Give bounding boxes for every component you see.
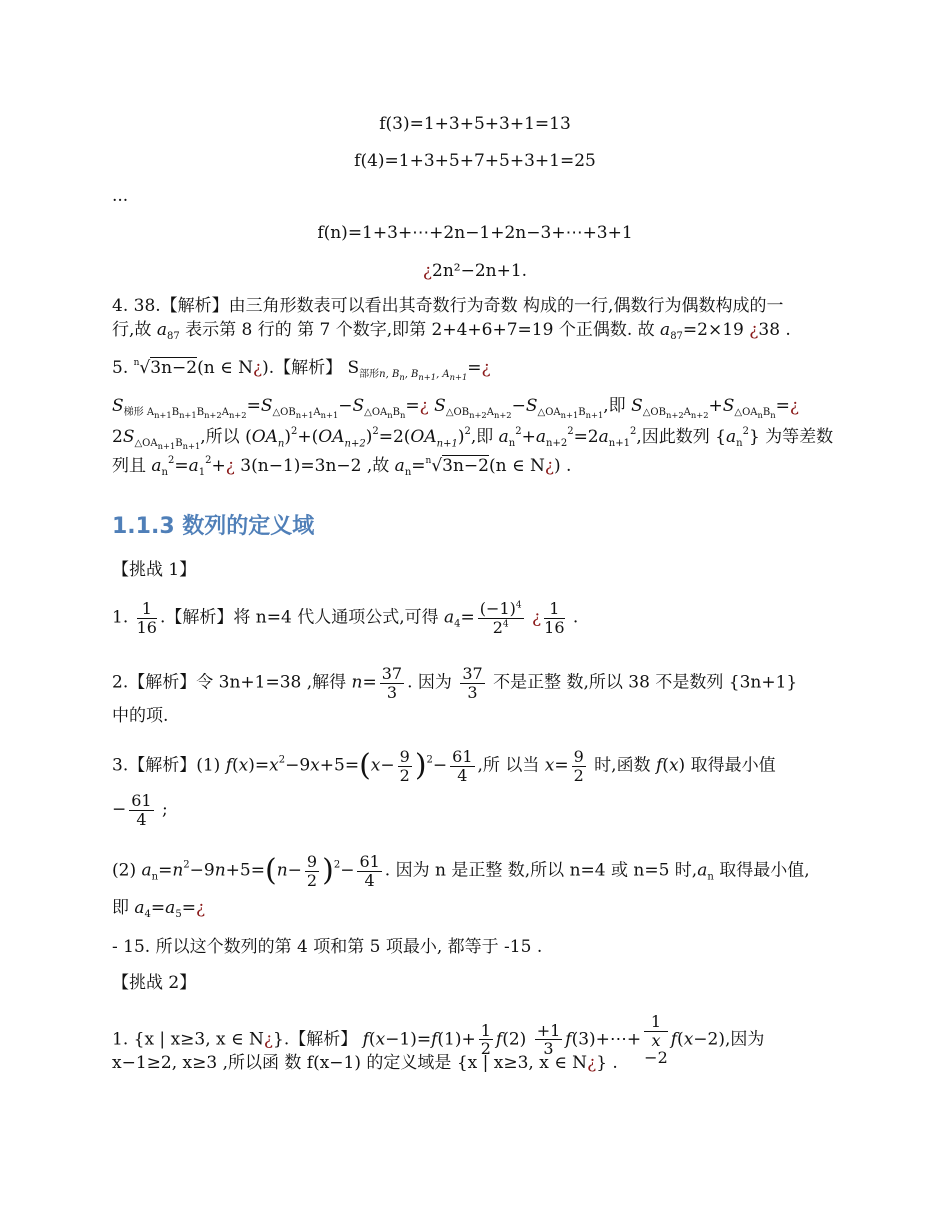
item4-line1 [112, 296, 783, 316]
item5-line4: 列且 $a_n^2=a_1^2+¿$ 3(n−1)=3n−2 ,故 $a_n=^n√3n-2(n$ ∈ N¿) . [112, 455, 572, 478]
q-mark: ¿ [419, 396, 429, 416]
q-mark: ¿ [532, 607, 542, 628]
item4-line2: 行,故 $a_{87}$ 表示第 8 行的 第 7 个数字,即第 2+4+6+7=19 个正偶数. 故 $a_{87}=2\times 19$ ¿38 . [112, 320, 791, 342]
c1q3-2a: (2) [112, 860, 142, 881]
q-mark: ¿ [252, 358, 263, 378]
ellipsis-text: ... [112, 186, 129, 206]
c1q3-d: 取得最小值 [685, 755, 776, 776]
radical-icon: √ [139, 358, 151, 378]
challenge1-title-text: 【挑战 1】 [112, 560, 197, 580]
formula-fn-result [0, 261, 950, 281]
item4-line2-d: 38 . [758, 320, 791, 340]
q-mark: ¿ [263, 1029, 273, 1050]
ellipsis [112, 186, 128, 206]
c1q2-line2: 中的项. [112, 706, 169, 726]
challenge1-q1: 1. $\frac{1}{16}$ .【解析】将 n=4 代人通项公式,可得 $a_4=$ $\frac{(-1)^4}{2^4}$ ¿ $\frac{1}{16}$ . [112, 599, 579, 637]
q-mark: ¿ [789, 396, 800, 416]
c1q3-2c: 取得最小值, [713, 860, 810, 881]
c2q1-line2-c: 的定义域是 [361, 1053, 457, 1073]
formula-f3-text: f(3)=1+3+5+3+1=13 [379, 114, 571, 134]
challenge2-q1-line2 [112, 1053, 618, 1073]
c1q3-c: 时,函数 [588, 755, 656, 776]
formula-fn-text: f(n)=1+3+⋯+2n−1+2n−3+⋯+3+1 [317, 223, 633, 243]
c1q2-a: 2.【解析】令 [112, 672, 219, 693]
item5-line3-then: ,即 [470, 427, 499, 447]
q-mark: ¿ [195, 898, 206, 918]
item5-sub-label: 部形 [359, 369, 380, 380]
challenge1-q3-part2-line3 [112, 937, 542, 957]
c2q1-a: 1. [112, 1029, 134, 1050]
q-mark: ¿ [225, 456, 235, 476]
challenge1-q3: 3.【解析】(1) $f(x)=x^2-9x+5=(x-$ $\frac{9}{2}$ )$^2$− $\frac{61}{4}$ ,所 以当 x= $\frac{9}{2}$ 时,函数 f(x) 取得最小值 [112, 747, 776, 785]
item4-line2-c: =2×19 [682, 320, 750, 340]
c2q1-line2-e: } . [596, 1053, 618, 1073]
c2q1-line2-a: x−1≥2, x≥3 ,所以函 数 [112, 1053, 307, 1073]
c2q1-label: }.【解析】 [273, 1029, 363, 1050]
item5-line4-a: 列且 [112, 456, 152, 476]
radicand: 3n−2 [442, 456, 489, 476]
challenge2-title-text: 【挑战 2】 [112, 973, 197, 993]
q-mark: ¿ [587, 1053, 597, 1073]
c1q3-2e: - 15. 所以这个数列的第 4 项和第 5 项最小, 都等于 -15 . [112, 937, 543, 957]
item5-line3-end: 为等差数 [759, 427, 834, 447]
radicand: 3n−2 [150, 358, 198, 378]
q-mark: ¿ [481, 358, 491, 378]
formula-f4-text: f(4)=1+3+5+7+5+3+1=25 [354, 151, 596, 171]
c1q3-min-end: ; [156, 799, 168, 820]
c1q1-label: .【解析】将 [159, 607, 256, 628]
c1q2-set: {3n+1} [728, 672, 798, 693]
section-heading [112, 514, 314, 540]
item4-line2-a: 行,故 [112, 320, 157, 340]
c1q1-prefix: 1. [112, 607, 134, 628]
formula-f4 [0, 151, 950, 171]
item5-prefix: 5. [112, 358, 134, 378]
item5-line1: 5. $^n$√3n−2(n ∈ N¿).【解析】 $S_{部形n, B_n, B_{n+1}, A_{n+1}}=¿$ [112, 358, 491, 382]
item5-line4-end: . [560, 456, 572, 476]
section-heading-text: 1.1.3 数列的定义域 [112, 514, 315, 539]
c2q1-line2-b: f(x−1) [306, 1053, 361, 1073]
root-index: n [425, 456, 432, 466]
q-mark: ¿ [749, 320, 759, 340]
item5-line4-b: 3(n−1)=3n−2 ,故 [240, 456, 395, 476]
root-index: n [133, 358, 140, 368]
item4-line1-text: 4. 38.【解析】由三角形数表可以看出其奇数行为奇数 构成的一行,偶数行为偶数构成的一 [112, 296, 784, 316]
c1q3-a: 3.【解析】(1) [112, 755, 226, 776]
item5-line3-so: ,所以 [200, 427, 246, 447]
item5-line3: $2S_{\triangle OA_{n+1}B_{n+1}}$,所以 $(OA_n)^2+(OA_{n+2})^2=2(OA_{n+1})^2$,即 $a_n^2+a_{n+2}^2=2a_{n+1}^2$,因此数列 $\{a_n^2\}$ 为等差数 [112, 426, 834, 451]
challenge1-q3-part2: (2) $a_n=n^2-9n+5=(n-$ $\frac{9}{2}$ )$^2$− $\frac{61}{4}$ . 因为 n 是正整 数,所以 n=4 或 n=5 时$,a_n$ 取得最小值, [112, 852, 810, 890]
c2q1-set: {x | x≥3, x ∈ N [133, 1029, 264, 1050]
formula-f3 [0, 114, 950, 134]
c2q1-line2-d: {x | x≥3, x ∈ N [456, 1053, 588, 1073]
formula-fn-result-text: 2n²−2n+1. [432, 261, 528, 281]
challenge1-q3-min: − $\frac{61}{4}$ ; [112, 791, 168, 829]
c1q2-d: 不是正整 数,所以 38 不是数列 [487, 672, 729, 693]
challenge1-q2: 2.【解析】令 3n+1=38 ,解得 n= $\frac{37}{3}$ . 因为 $\frac{37}{3}$ 不是正整 数,所以 38 不是数列 {3n+1} [112, 664, 798, 702]
c1q2-b: 3n+1=38 ,解得 [218, 672, 352, 693]
challenge2-q1: 1. {x | x≥3, x ∈ N¿}.【解析】 f(x−1)=f(1)+ $\frac{1}{2}$ f(2) $\frac{+1}{3}$ f(3)+⋯+ 1 x −2 f(x−2),因为 [112, 1012, 765, 1068]
c2q1-b: ,因为 [724, 1029, 765, 1050]
c1q3-b: ,所 以当 [477, 755, 545, 776]
challenge2-title [112, 973, 196, 993]
q-mark: ¿ [544, 456, 554, 476]
c1q1-end: . [567, 607, 579, 628]
radical-icon: √ [431, 456, 443, 476]
item4-line2-b: 表示第 8 行的 第 7 个数字,即第 2+4+6+7=19 个正偶数. 故 [179, 320, 661, 340]
c1q1-text: n=4 代人通项公式,可得 [255, 607, 445, 628]
formula-fn [0, 223, 950, 243]
challenge1-title [112, 560, 196, 580]
q-mark: ¿ [422, 261, 433, 281]
item5-label: ).【解析】 S [262, 358, 360, 378]
item5-cond: (n ∈ N [197, 358, 253, 378]
item5-line2: $S_{梯形 A_{n+1}B_{n+1}B_{n+2}A_{n+2}}=S_{\triangle OB_{n+1}A_{n+1}}-S_{\triangle OA_nB_n}=¿$ $S_{\triangle OB_{n+2}A_{n+2}}-S_{\triangle OA_{n+1}B_{n+1}}$,即 $S_{\triangle OB_{n+2}A_{n+2}}+S_{\triangle OA_nB_n}=¿$ [112, 396, 800, 420]
item5-cond: (n ∈ N [488, 456, 545, 476]
item5-line2-mid: ,即 [603, 396, 632, 416]
c1q3-2d: 即 [112, 898, 135, 918]
challenge1-q2-line2 [112, 706, 168, 726]
challenge1-q3-part2-line2: 即 $a_4=a_5=¿$ [112, 898, 206, 920]
item5-line3-tail: ,因此数列 [636, 427, 716, 447]
c1q3-2b: . 因为 n 是正整 数,所以 n=4 或 n=5 时, [384, 860, 698, 881]
c1q2-c: . 因为 [407, 672, 458, 693]
